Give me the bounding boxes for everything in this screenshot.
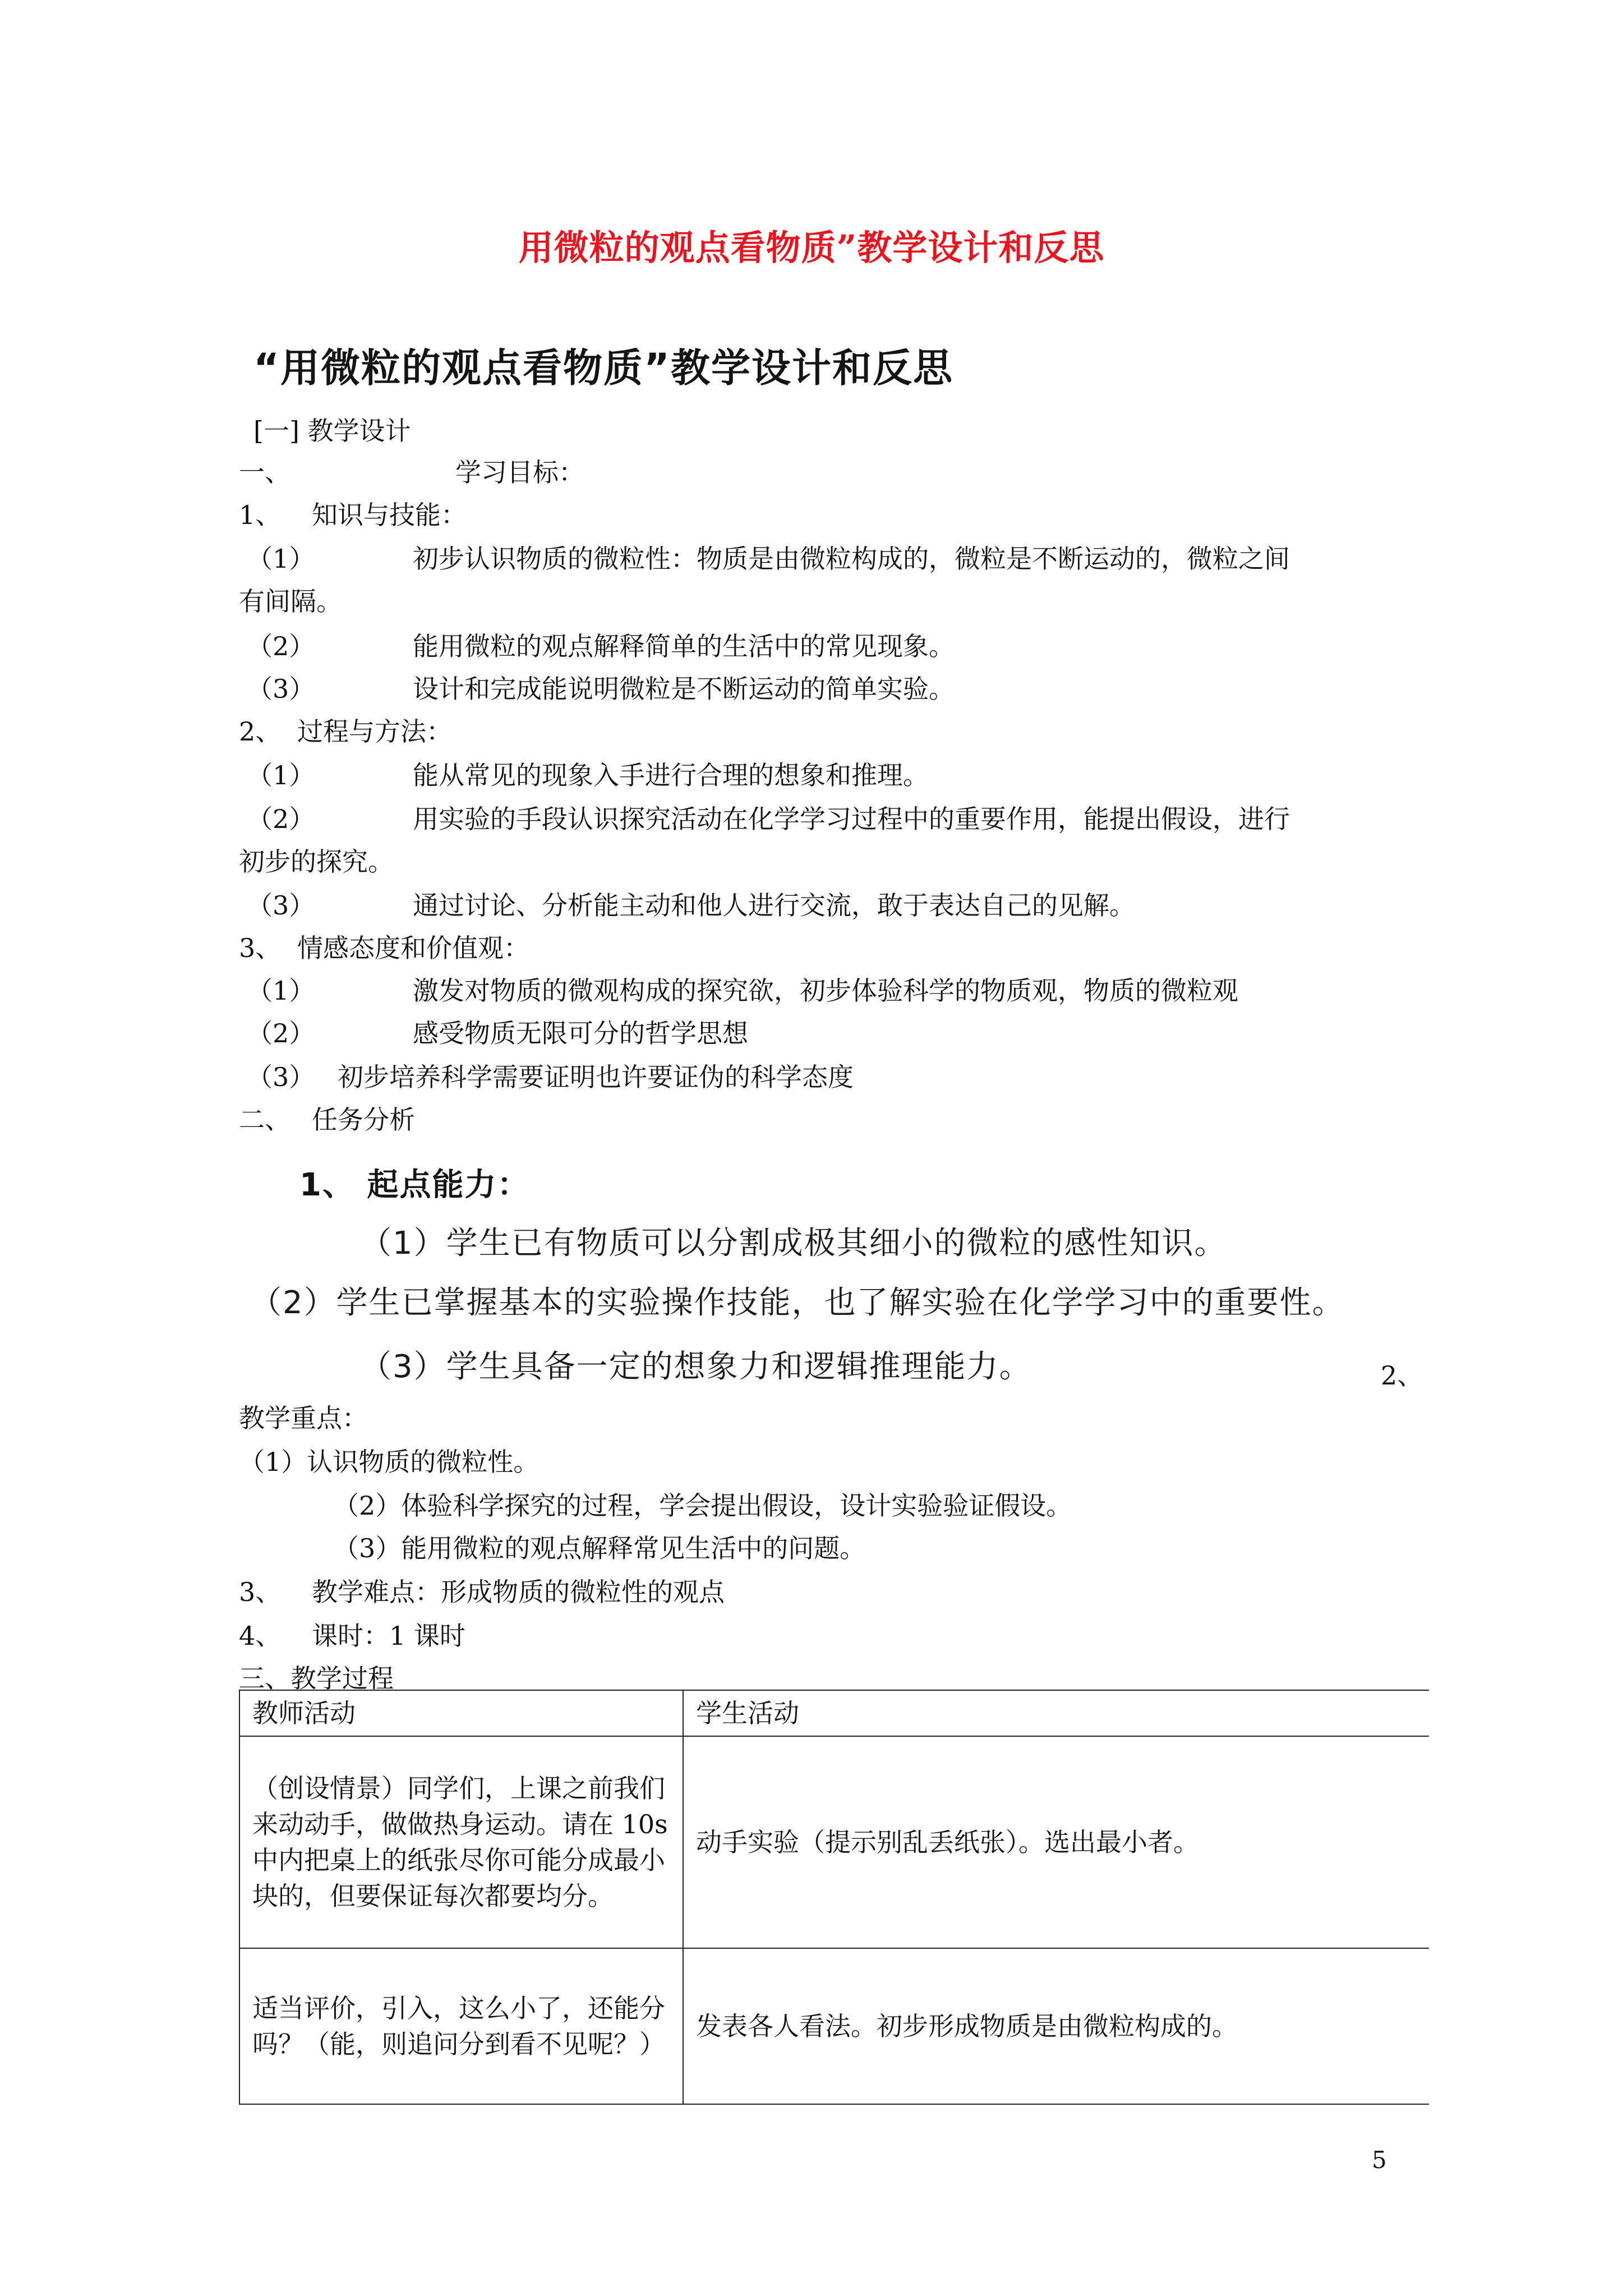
item-number: （1）: [247, 976, 315, 1006]
document-title: 用微粒的观点看物质”教学设计和反思: [518, 227, 1105, 268]
subsection-1-number: 1、: [239, 500, 282, 530]
table-cell: 动手实验（提示别乱丢纸张）。选出最小者。: [683, 1736, 1429, 1948]
table-header-cell: 学生活动: [683, 1690, 1429, 1736]
table-row: [239, 1948, 1429, 2104]
item-text: 通过讨论、分析能主动和他人进行交流，敢于表达自己的见解。: [413, 890, 1135, 921]
item-number: （1）: [247, 760, 315, 790]
subsection-hours-number: 4、: [239, 1621, 282, 1651]
scanned-line: （2）学生已掌握基本的实验操作技能，也了解实验在化学学习中的重要性。: [250, 1285, 1345, 1321]
teaching-focus-label: 教学重点：: [239, 1403, 368, 1433]
item-text-continued: 初步的探究。: [239, 846, 394, 877]
item-number: （1）: [247, 544, 315, 574]
page-number: 5: [1372, 2146, 1387, 2174]
item-text: 初步培养科学需要证明也许要证伪的科学态度: [338, 1062, 854, 1092]
section-1-title: 学习目标：: [455, 457, 584, 487]
class-hours: 课时：1 课时: [312, 1621, 465, 1651]
item-text: 能从常见的现象入手进行合理的想象和推理。: [413, 760, 929, 790]
item-text: 能用微粒的观点解释简单的生活中的常见现象。: [413, 631, 955, 661]
scanned-line: （3）学生具备一定的想象力和逻辑推理能力。: [360, 1349, 1032, 1385]
focus-item: （2）体验科学探究的过程，学会提出假设，设计实验验证假设。: [333, 1490, 1072, 1521]
teaching-process-table: [239, 1690, 1429, 2105]
focus-item: （1）认识物质的微粒性。: [239, 1447, 540, 1477]
scanned-line: （1）学生已有物质可以分割成极其细小的微粒的感性知识。: [360, 1225, 1227, 1262]
item-text: 激发对物质的微观构成的探究欲，初步体验科学的物质观，物质的微粒观: [413, 976, 1238, 1006]
table-row: [239, 1736, 1429, 1948]
section-3-title: 三、教学过程: [239, 1663, 394, 1694]
focus-item: （3）能用微粒的观点解释常见生活中的问题。: [333, 1533, 866, 1563]
table-header-row: [239, 1690, 1429, 1736]
item-number: （2）: [247, 631, 315, 661]
item-number: （3）: [247, 1062, 315, 1092]
subsection-2-title: 过程与方法：: [297, 716, 452, 747]
section-2-number: 二、: [239, 1105, 291, 1135]
item-text: 设计和完成能说明微粒是不断运动的简单实验。: [413, 674, 955, 704]
table-header-cell: 教师活动: [239, 1690, 683, 1736]
scanned-heading: “用微粒的观点看物质”教学设计和反思: [253, 345, 954, 391]
item-number: （2）: [247, 1018, 315, 1048]
item-number: （2）: [247, 804, 315, 834]
section-2-title: 任务分析: [312, 1105, 415, 1135]
table-cell: （创设情景）同学们，上课之前我们来动动手，做做热身运动。请在 10s 中内把桌上的纸张尽你可能分成最小块的，但要保证每次都要均分。: [239, 1736, 683, 1948]
teaching-difficulty: 教学难点：形成物质的微粒性的观点: [312, 1577, 725, 1607]
table-cell: 发表各人看法。初步形成物质是由微粒构成的。: [683, 1948, 1429, 2104]
item-number: （3）: [247, 890, 315, 921]
item-text-continued: 有间隔。: [239, 586, 342, 616]
subsection-1-title: 知识与技能：: [312, 500, 467, 530]
item-text: 初步认识物质的微粒性：物质是由微粒构成的，微粒是不断运动的，微粒之间: [413, 544, 1290, 574]
subsection-2-number: 2、: [239, 716, 282, 747]
scanned-starting-ability-heading: 1、 起点能力：: [299, 1167, 530, 1203]
item-number: （3）: [247, 674, 315, 704]
subsection-difficulty-number: 3、: [239, 1577, 282, 1607]
item-text: 用实验的手段认识探究活动在化学学习过程中的重要作用，能提出假设，进行: [413, 804, 1290, 834]
table-cell: 适当评价，引入，这么小了，还能分吗？（能，则追问分到看不见呢？）: [239, 1948, 683, 2104]
subsection-3-title: 情感态度和价值观：: [297, 933, 529, 963]
subsection-3-number: 3、: [239, 933, 282, 963]
section-design-heading: [一] 教学设计: [253, 416, 411, 446]
section-1-number: 一、: [239, 457, 291, 487]
item-text: 感受物质无限可分的哲学思想: [413, 1018, 748, 1048]
subsection-focus-number: 2、: [1381, 1360, 1423, 1391]
